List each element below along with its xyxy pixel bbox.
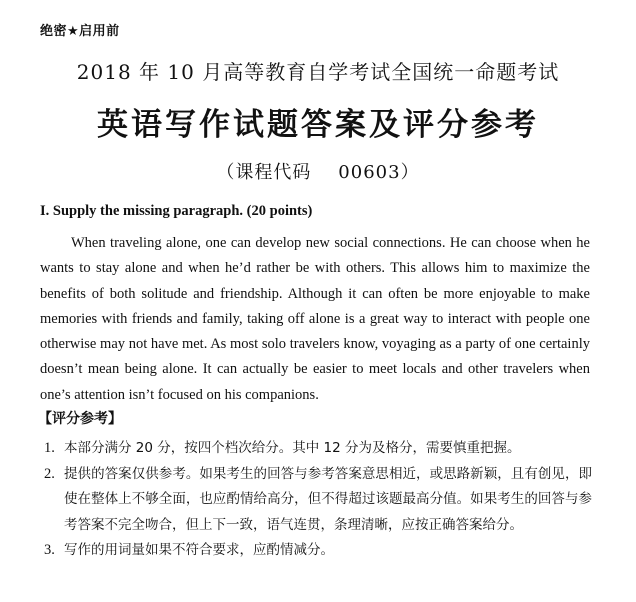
- course-code: （课程代码 00603）: [216, 162, 420, 183]
- scoring-item-number: 1.: [44, 440, 55, 456]
- scoring-item: [44, 538, 592, 564]
- section-heading: I. Supply the missing paragraph. (20 points): [40, 203, 313, 219]
- scoring-heading: 【评分参考】: [38, 411, 122, 427]
- scoring-item-text: 写作的用词量如果不符合要求，应酌情减分。: [64, 542, 334, 558]
- scoring-item: [44, 462, 592, 539]
- confidential-label: 绝密★启用前: [40, 24, 120, 39]
- answer-passage: When traveling alone, one can develop new social connections. He can choose when he wants to stay alone and when he’d rather be with others. This allows him to maximize the benefits of both solitude and friendship. Although it can often be more enjoyable to make memories with friends and family, taking off alone is a great way to interact with people one otherwise may not have met. As most solo travelers know, voyaging as a party of one certainly doesn’t mean being alone. It can actually be easier to meet locals and other travelers when one’s attention isn’t focused on his companions.: [40, 235, 590, 403]
- page-title: 英语写作试题答案及评分参考: [97, 107, 539, 143]
- exam-info-line: 2018 年 10 月高等教育自学考试全国统一命题考试: [76, 60, 560, 84]
- scoring-list: [44, 436, 592, 564]
- scoring-item: [44, 436, 592, 462]
- scoring-item-text: 本部分满分 20 分，按四个档次给分。其中 12 分为及格分，需要慎重把握。: [64, 440, 521, 456]
- scoring-item-number: 3.: [44, 542, 55, 558]
- scoring-item-text: 提供的答案仅供参考。如果考生的回答与参考答案意思相近，或思路新颖，且有创见，即使在整体上不够全面，也应酌情给高分，但不得超过该题最高分值。如果考生的回答与参考答案不完全吻合，但上下一致，语气连贯，条理清晰，应按正确答案给分。: [64, 465, 592, 533]
- scoring-item-number: 2.: [44, 465, 55, 482]
